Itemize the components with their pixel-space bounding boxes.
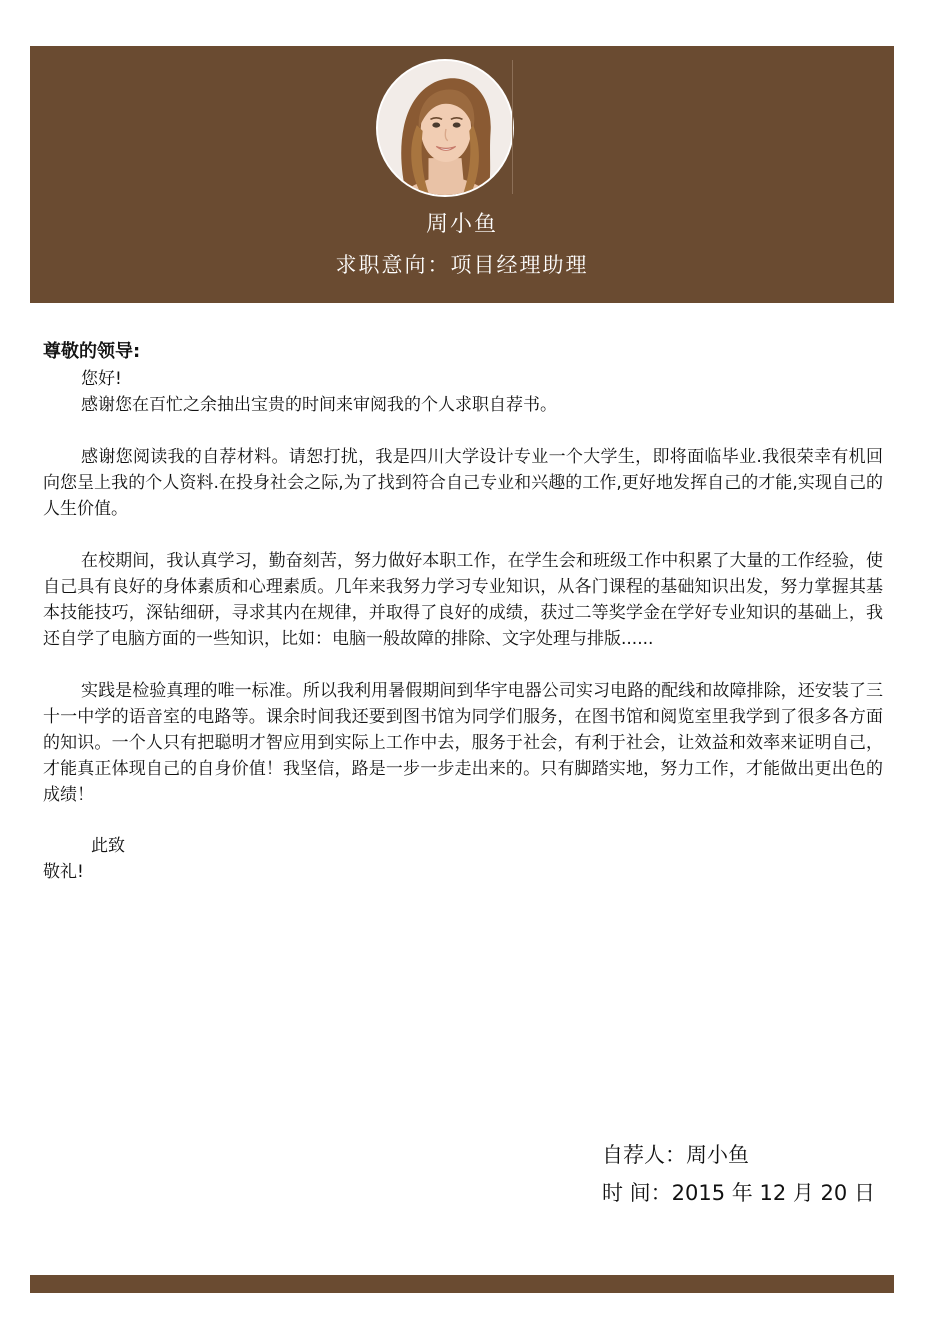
paragraph-school: 在校期间，我认真学习，勤奋刻苦，努力做好本职工作，在学生会和班级工作中积累了大量的工作经验，使自己具有良好的身体素质和心理素质。几年来我努力学习专业知识，从各门课程的基础知识出发，努力掌握其基本技能技巧，深钻细研，寻求其内在规律，并取得了良好的成绩，获过二等奖学金在学好专业知识的基础上，我还自学了电脑方面的一些知识，比如：电脑一般故障的排除、文字处理与排版......	[43, 551, 883, 649]
header-divider	[512, 60, 513, 194]
paragraph-gap	[43, 522, 883, 548]
cover-letter	[43, 338, 883, 808]
applicant-name: 周小鱼	[425, 212, 498, 237]
portrait-illustration	[378, 61, 512, 195]
closing: 此致	[91, 836, 125, 856]
salutation: 尊敬的领导:	[43, 341, 141, 362]
regards: 敬礼!	[43, 862, 84, 882]
footer-band	[30, 1275, 894, 1293]
paragraph-practice: 实践是检验真理的唯一标准。所以我利用暑假期间到华宇电器公司实习电路的配线和故障排除，还安装了三十一中学的语音室的电路等。课余时间我还要到图书馆为同学们服务，在图书馆和阅览室里我学到了很多各方面的知识。一个人只有把聪明才智应用到实际上工作中去，服务于社会，有利于社会，让效益和效率来证明自己，才能真正体现自己的自身价值！我坚信，路是一步一步走出来的。只有脚踏实地，努力工作，才能做出更出色的成绩！	[43, 681, 883, 805]
greeting: 您好!	[81, 369, 122, 389]
signature-author: 自荐人：周小鱼	[602, 1143, 749, 1167]
paragraph-intro: 感谢您阅读我的自荐材料。请恕打扰，我是四川大学设计专业一个大学生，即将面临毕业.我很荣幸有机回向您呈上我的个人资料.在投身社会之际,为了找到符合自己专业和兴趣的工作,更好地发挥自己的才能,实现自己的人生价值。	[43, 447, 883, 519]
signature-date: 时 间：2015 年 12 月 20 日	[602, 1181, 875, 1205]
profile-photo	[376, 59, 514, 197]
job-intent: 求职意向：项目经理助理	[335, 253, 589, 277]
thanks-line: 感谢您在百忙之余抽出宝贵的时间来审阅我的个人求职自荐书。	[81, 395, 557, 415]
paragraph-gap	[43, 652, 883, 678]
paragraph-gap	[43, 418, 883, 444]
